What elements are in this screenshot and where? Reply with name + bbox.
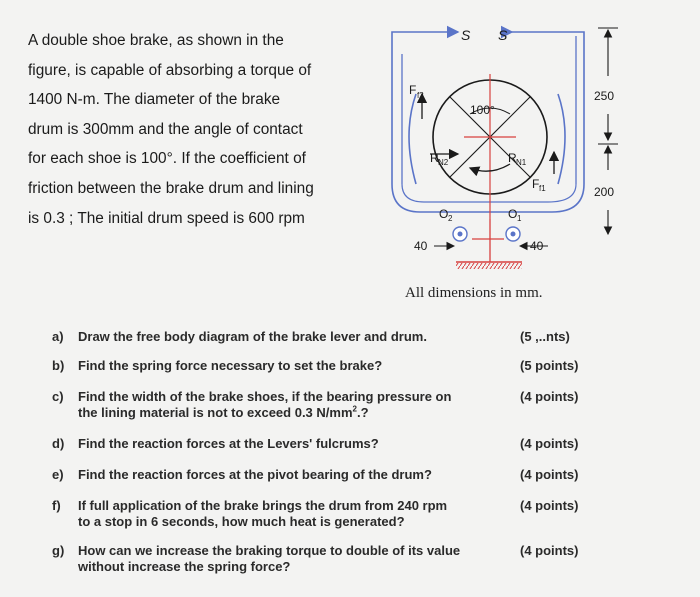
question-text-cont: without increase the spring force? bbox=[78, 559, 291, 574]
question-points: (4 points) bbox=[520, 543, 579, 558]
question-points: (4 points) bbox=[520, 498, 579, 513]
question-label: f) bbox=[52, 498, 61, 513]
ff1-label: F bbox=[532, 177, 540, 191]
right-shoe bbox=[558, 94, 565, 184]
question-label: b) bbox=[52, 358, 65, 373]
question-points: (4 points) bbox=[520, 467, 579, 482]
question-text: Find the spring force necessary to set the brake? bbox=[78, 358, 383, 373]
question-text-cont: to a stop in 6 seconds, how much heat is generated? bbox=[78, 514, 405, 529]
question-points: (5 ,..nts) bbox=[520, 329, 570, 344]
question-points: (4 points) bbox=[520, 389, 579, 404]
figure-caption: All dimensions in mm. bbox=[405, 285, 543, 301]
dim-40-right-label: 40 bbox=[530, 239, 544, 253]
problem-line: drum is 300mm and the angle of contact bbox=[28, 120, 303, 138]
rn1-label: R bbox=[508, 151, 517, 165]
question-text: Find the reaction forces at the pivot bearing of the drum? bbox=[78, 467, 432, 482]
ff2-label: F bbox=[409, 83, 417, 97]
question-points: (4 points) bbox=[520, 436, 579, 451]
problem-line: for each shoe is 100°. If the coefficient of bbox=[28, 150, 306, 168]
question-label: d) bbox=[52, 436, 65, 451]
problem-line: A double shoe brake, as shown in the bbox=[28, 32, 284, 49]
question-text-cont: the lining material is not to exceed 0.3 N/mm bbox=[78, 405, 353, 420]
svg-text:N2: N2 bbox=[438, 158, 449, 167]
problem-line: is 0.3 ; The initial drum speed is 600 rpm bbox=[28, 209, 305, 227]
spring-label-right: S bbox=[498, 27, 508, 43]
angle-label: 100° bbox=[470, 103, 495, 117]
dim-200-label: 200 bbox=[594, 185, 615, 199]
question-label: a) bbox=[52, 329, 64, 344]
svg-text:2: 2 bbox=[448, 214, 453, 223]
ground-hatch bbox=[456, 263, 522, 269]
svg-text:f1: f1 bbox=[539, 184, 546, 193]
question-text: If full application of the brake brings the drum from 240 rpm bbox=[78, 498, 448, 513]
question-points: (5 points) bbox=[520, 358, 579, 373]
rn2-label: R bbox=[430, 151, 439, 165]
o2-label: O bbox=[439, 207, 449, 221]
svg-text:f2: f2 bbox=[417, 91, 424, 100]
problem-line: 1400 N-m. The diameter of the brake bbox=[28, 91, 281, 109]
svg-text:N1: N1 bbox=[516, 158, 527, 167]
problem-line: figure, is capable of absorbing a torque of bbox=[28, 61, 312, 79]
bottom-link-inner bbox=[402, 184, 576, 202]
question-text: Find the reaction forces at the Levers' fulcrums? bbox=[78, 436, 379, 451]
brake-diagram bbox=[372, 14, 627, 284]
problem-statement bbox=[28, 26, 363, 233]
spring-label-left: S bbox=[461, 27, 471, 43]
question-text: Find the width of the brake shoes, if the bearing pressure on bbox=[78, 389, 452, 404]
question-label: e) bbox=[52, 467, 64, 482]
svg-text:1: 1 bbox=[517, 214, 522, 223]
question-text: How can we increase the braking torque to double of its value bbox=[78, 543, 461, 558]
problem-line: friction between the brake drum and lining bbox=[28, 179, 314, 197]
o1-label: O bbox=[508, 207, 518, 221]
dim-40-left-label: 40 bbox=[414, 239, 428, 253]
question-label: c) bbox=[52, 389, 64, 404]
left-shoe bbox=[409, 94, 416, 184]
bottom-link bbox=[392, 184, 584, 212]
question-text: Draw the free body diagram of the brake lever and drum. bbox=[78, 329, 427, 344]
dim-250-label: 250 bbox=[594, 89, 615, 103]
question-label: g) bbox=[52, 543, 65, 558]
